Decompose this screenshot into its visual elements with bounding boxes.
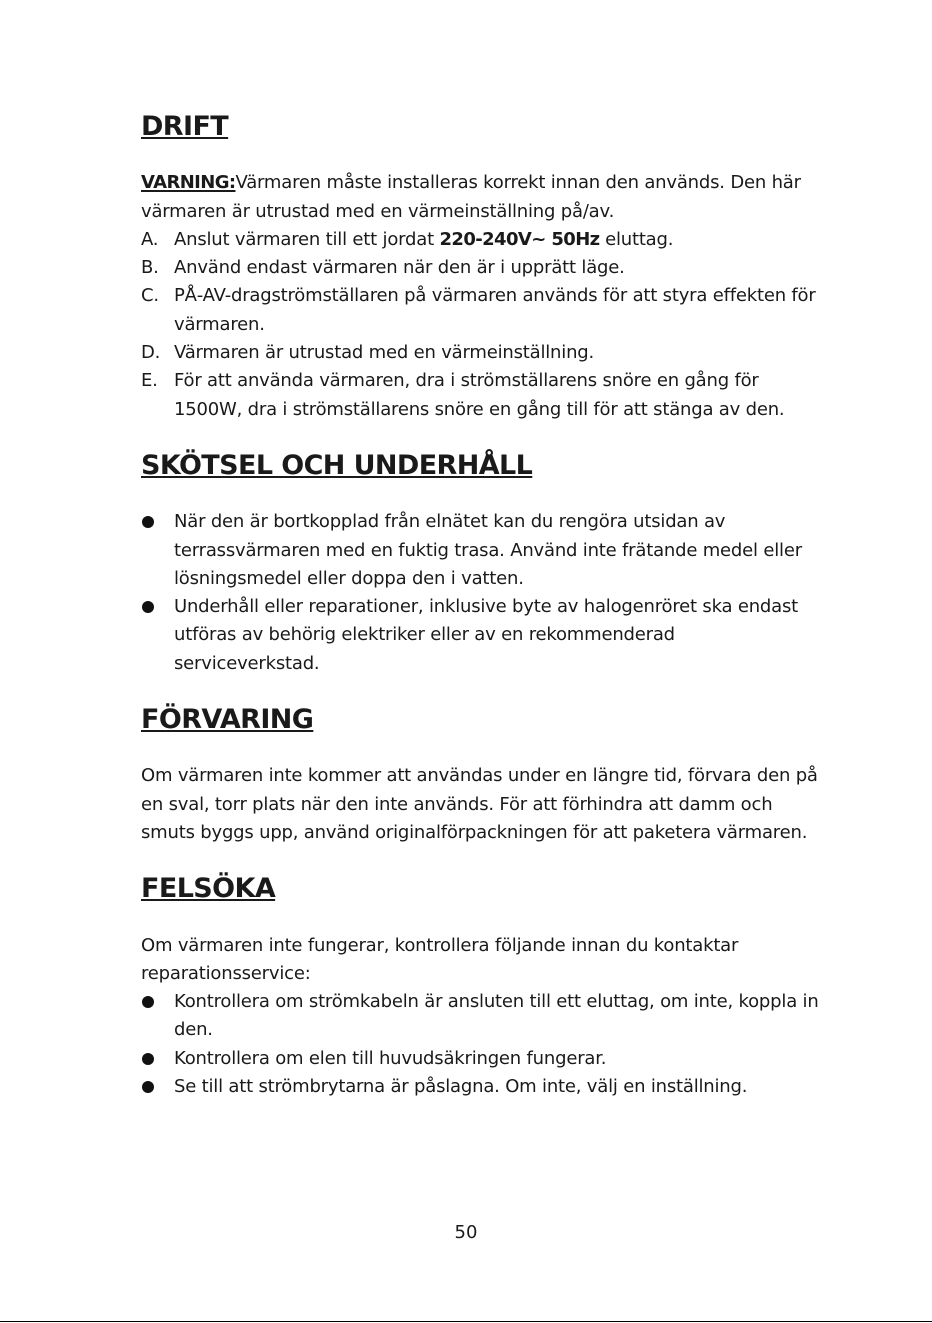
list-item-text: Anslut värmaren till ett jordat xyxy=(174,228,440,250)
list-marker: C. xyxy=(141,285,159,307)
page-content xyxy=(141,113,821,1101)
bullet-item xyxy=(141,593,821,678)
bullet-icon xyxy=(142,516,154,528)
list-marker: A. xyxy=(141,228,159,250)
bullet-text: Kontrollera om strömkabeln är ansluten till ett eluttag, om inte, koppla in den. xyxy=(174,991,819,1041)
warning-label: VARNING: xyxy=(141,172,236,194)
bullet-item xyxy=(141,1045,821,1073)
bullet-text: Kontrollera om elen till huvudsäkringen fungerar. xyxy=(174,1047,607,1069)
list-marker: E. xyxy=(141,370,158,392)
section-heading-maintenance: SKÖTSEL OCH UNDERHÅLL xyxy=(141,449,533,481)
bullet-icon xyxy=(142,601,154,613)
drift-steps-list xyxy=(141,226,821,424)
warning-paragraph xyxy=(141,169,821,226)
list-item-text: PÅ-AV-dragströmställaren på värmaren används för att styra effekten för värmaren. xyxy=(174,285,816,335)
warning-text: Värmaren måste installeras korrekt innan den används. Den här värmaren är utrustad med en värmeinställning på/av. xyxy=(141,172,801,222)
bullet-item xyxy=(141,988,821,1045)
maintenance-bullet-list xyxy=(141,508,821,678)
list-item-text: För att använda värmaren, dra i strömställarens snöre en gång för 1500W, dra i strömställarens snöre en gång till för att stänga av den. xyxy=(174,370,785,420)
list-item-text: Använd endast värmaren när den är i upprätt läge. xyxy=(174,257,625,279)
page-number: 50 xyxy=(454,1222,478,1243)
list-item xyxy=(141,282,821,339)
list-item-text: eluttag. xyxy=(599,228,674,250)
section-heading-drift: DRIFT xyxy=(141,111,229,142)
troubleshooting-bullet-list xyxy=(141,988,821,1101)
bullet-text: Underhåll eller reparationer, inklusive byte av halogenröret ska endast utföras av behörig elektriker eller av en rekommenderad serviceverkstad. xyxy=(174,596,799,674)
list-item xyxy=(141,226,821,254)
storage-paragraph: Om värmaren inte kommer att användas under en längre tid, förvara den på en sval, torr plats när den inte används. För att förhindra att damm och smuts byggs upp, använd originalförpackningen för att paketera värmaren. xyxy=(141,765,818,843)
list-item-text: Värmaren är utrustad med en värmeinställning. xyxy=(174,342,595,364)
list-marker: D. xyxy=(141,342,161,364)
bullet-icon xyxy=(142,1081,154,1093)
bullet-text: Se till att strömbrytarna är påslagna. Om inte, välj en inställning. xyxy=(174,1076,748,1098)
troubleshooting-intro: Om värmaren inte fungerar, kontrollera följande innan du kontaktar reparationsservice: xyxy=(141,934,739,984)
list-item xyxy=(141,367,821,424)
section-heading-storage: FÖRVARING xyxy=(141,704,314,736)
list-item xyxy=(141,339,821,367)
bullet-item xyxy=(141,1073,821,1101)
list-marker: B. xyxy=(141,257,159,279)
bullet-item xyxy=(141,508,821,593)
list-item xyxy=(141,254,821,282)
section-heading-troubleshooting: FELSÖKA xyxy=(141,873,276,905)
bullet-icon xyxy=(142,1053,154,1065)
bottom-divider xyxy=(0,1321,932,1322)
bullet-icon xyxy=(142,996,154,1008)
bullet-text: När den är bortkopplad från elnätet kan du rengöra utsidan av terrassvärmaren med en fuktig trasa. Använd inte frätande medel eller lösningsmedel eller doppa den i vatten. xyxy=(174,511,802,589)
voltage-spec: 220-240V~ 50Hz xyxy=(439,228,600,250)
